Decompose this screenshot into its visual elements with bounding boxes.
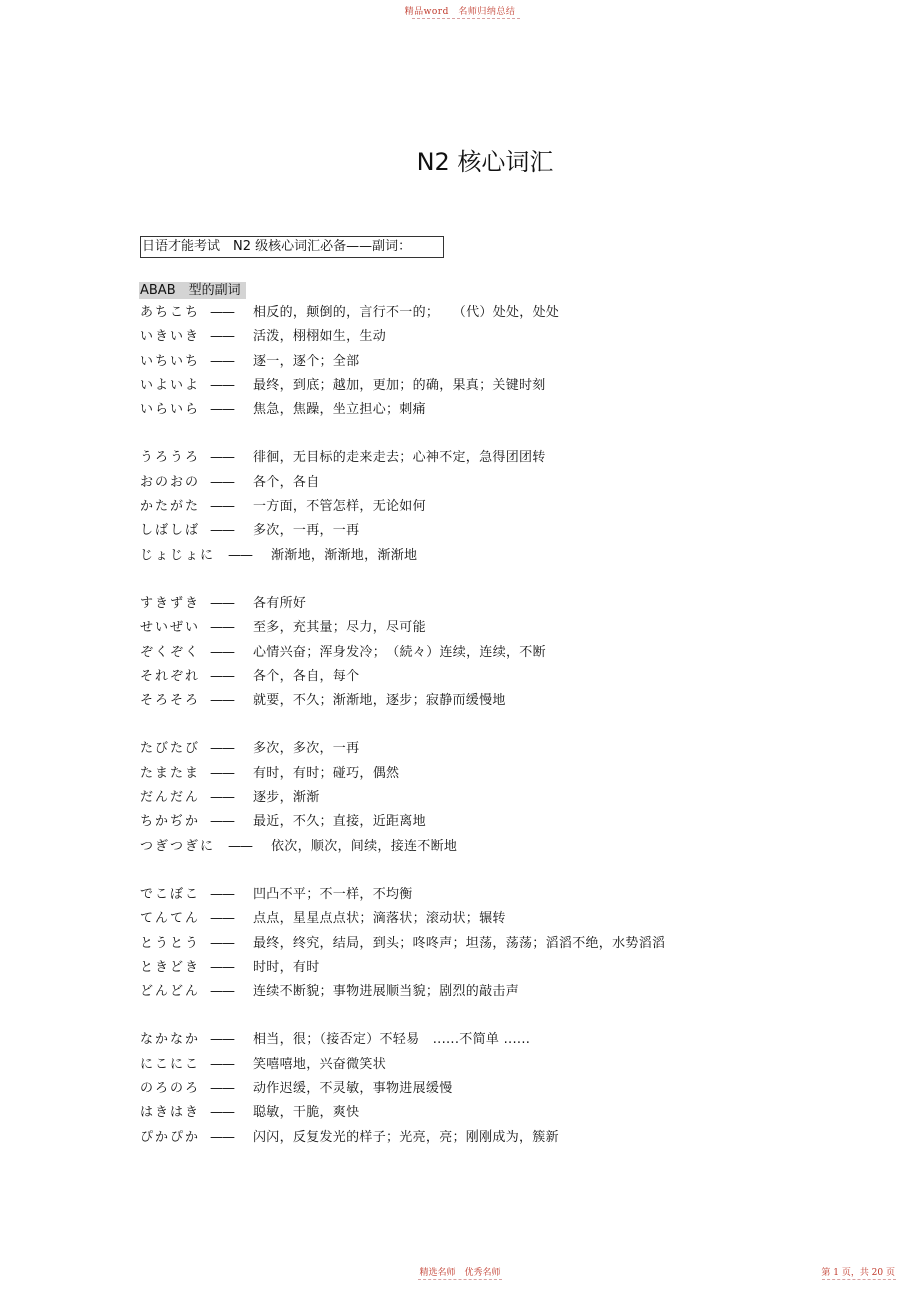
- vocab-dash: ——: [210, 935, 234, 951]
- vocab-dash: ——: [210, 693, 234, 709]
- vocab-entry: [140, 762, 860, 786]
- vocab-meaning: 多次，多次，一再: [253, 741, 360, 757]
- section-label: ABAB 型的副词: [139, 282, 246, 299]
- vocab-meaning: 一方面，不管怎样，无论如何: [253, 499, 426, 515]
- vocab-dash: ——: [210, 1032, 234, 1048]
- vocab-meaning: 依次，顺次，间续，接连不断地: [271, 838, 458, 854]
- vocab-dash: ——: [210, 741, 234, 757]
- vocab-kana: たびたび: [140, 741, 201, 757]
- vocab-entry: [140, 786, 860, 810]
- vocab-kana: なかなか: [140, 1032, 201, 1048]
- entry-group: [140, 1028, 860, 1149]
- vocab-entry: [140, 980, 860, 1004]
- vocab-entry: [140, 1053, 860, 1077]
- vocab-meaning: 时时，有时: [253, 959, 320, 975]
- vocab-entry: [140, 592, 860, 616]
- vocab-meaning: 有时，有时；碰巧，偶然: [253, 765, 400, 781]
- vocab-meaning: 聪敏，干脆，爽快: [253, 1105, 360, 1121]
- vocab-kana: だんだん: [140, 790, 201, 806]
- vocab-dash: ——: [210, 450, 234, 466]
- vocab-kana: すきずき: [140, 595, 201, 611]
- vocab-kana: のろのろ: [140, 1081, 201, 1097]
- vocab-meaning: 最终，到底；越加，更加；的确，果真；关键时刻: [253, 377, 546, 393]
- vocab-kana: せいぜい: [140, 620, 201, 636]
- vocab-entry: [140, 689, 860, 713]
- vocab-entry: [140, 325, 860, 349]
- vocab-entry: [140, 374, 860, 398]
- vocab-dash: ——: [210, 474, 234, 490]
- vocab-meaning: 焦急，焦躁，坐立担心；刺痛: [253, 402, 426, 418]
- vocab-entry: [140, 956, 860, 980]
- header-divider: [412, 18, 520, 19]
- vocab-kana: うろうろ: [140, 450, 201, 466]
- vocab-meaning: 连续不断貌；事物进展顺当貌；剧烈的敲击声: [253, 984, 520, 1000]
- vocab-entry: [140, 544, 860, 568]
- vocab-entry: [140, 350, 860, 374]
- vocab-dash: ——: [210, 886, 234, 902]
- vocab-kana: でこぼこ: [140, 886, 201, 902]
- vocab-dash: ——: [210, 814, 234, 830]
- vocab-entry: [140, 1126, 860, 1150]
- footer-divider: [418, 1279, 502, 1280]
- footer-text: 精选名师 优秀名师: [419, 1268, 501, 1278]
- vocab-dash: ——: [210, 1129, 234, 1145]
- vocab-kana: ぴかぴか: [140, 1129, 201, 1145]
- vocab-kana: いよいよ: [140, 377, 201, 393]
- vocab-dash: ——: [210, 668, 234, 684]
- vocab-kana: ときどき: [140, 959, 201, 975]
- vocab-dash: ——: [210, 499, 234, 515]
- vocab-kana: てんてん: [140, 911, 201, 927]
- vocab-kana: ぞくぞく: [140, 644, 201, 660]
- vocab-kana: それぞれ: [140, 668, 201, 684]
- vocab-meaning: 各个，各自: [253, 474, 320, 490]
- vocab-meaning: 就要，不久；渐渐地，逐步；寂静而缓慢地: [253, 693, 506, 709]
- vocab-meaning: 闪闪，反复发光的样子；光亮，亮；刚刚成为，簇新: [253, 1129, 559, 1145]
- vocab-kana: はきはき: [140, 1105, 201, 1121]
- entry-group: [140, 592, 860, 713]
- vocab-dash: ——: [210, 305, 234, 320]
- vocab-kana: とうとう: [140, 935, 201, 951]
- vocab-kana: つぎつぎに: [140, 838, 216, 854]
- vocab-entry: [140, 1077, 860, 1101]
- vocab-dash: ——: [210, 329, 234, 345]
- entry-group: [140, 301, 860, 422]
- vocab-kana: いちいち: [140, 353, 201, 369]
- vocab-meaning: 多次，一再，一再: [253, 523, 360, 539]
- vocab-meaning: 点点，星星点点状；滴落状；滚动状；辗转: [253, 911, 506, 927]
- vocab-meaning: 相当，很；（接否定）不轻易 ......不简单 ......: [253, 1032, 531, 1048]
- vocab-kana: いきいき: [140, 329, 201, 345]
- vocab-entry: [140, 810, 860, 834]
- vocab-dash: ——: [210, 620, 234, 636]
- vocab-dash: ——: [210, 644, 234, 660]
- vocab-entry: [140, 1101, 860, 1125]
- vocab-dash: ——: [210, 402, 234, 418]
- vocabulary-list: [140, 301, 860, 1174]
- vocab-entry: [140, 471, 860, 495]
- vocab-dash: ——: [210, 1105, 234, 1121]
- vocab-dash: ——: [210, 1056, 234, 1072]
- vocab-meaning: 徘徊，无目标的走来走去；心神不定，急得团团转: [253, 450, 546, 466]
- vocab-kana: いらいら: [140, 402, 201, 418]
- vocab-meaning: 各有所好: [253, 595, 307, 611]
- vocab-meaning: 活泼，栩栩如生，生动: [253, 329, 387, 345]
- vocab-meaning: 各个，各自，每个: [253, 668, 360, 684]
- vocab-dash: ——: [210, 911, 234, 927]
- vocab-entry: [140, 398, 860, 422]
- vocab-meaning: 至多，充其量；尽力，尽可能: [253, 620, 426, 636]
- vocab-kana: どんどん: [140, 984, 201, 1000]
- vocab-dash: ——: [210, 595, 234, 611]
- vocab-kana: しばしば: [140, 523, 201, 539]
- subtitle-box: 日语才能考试 N2 级核心词汇必备——副词：: [140, 236, 444, 258]
- vocab-kana: おのおの: [140, 474, 201, 490]
- vocab-dash: ——: [210, 523, 234, 539]
- vocab-entry: [140, 641, 860, 665]
- vocab-kana: ちかぢか: [140, 814, 201, 830]
- vocab-kana: じょじょに: [140, 547, 216, 563]
- vocab-dash: ——: [210, 377, 234, 393]
- vocab-meaning: 动作迟缓，不灵敏，事物进展缓慢: [253, 1081, 453, 1097]
- vocab-entry: [140, 301, 860, 325]
- vocab-kana: そろそろ: [140, 693, 201, 709]
- vocab-entry: [140, 907, 860, 931]
- vocab-dash: ——: [210, 959, 234, 975]
- vocab-meaning: 最终，终究，结局，到头；咚咚声；坦荡，荡荡；滔滔不绝，水势滔滔: [253, 935, 666, 951]
- vocab-entry: [140, 835, 860, 859]
- vocab-meaning: 相反的，颠倒的，言行不一的； （代）处处，处处: [253, 305, 560, 320]
- vocab-entry: [140, 495, 860, 519]
- vocab-entry: [140, 519, 860, 543]
- vocab-dash: ——: [210, 1081, 234, 1097]
- vocab-meaning: 凹凸不平；不一样，不均衡: [253, 886, 413, 902]
- vocab-entry: [140, 883, 860, 907]
- vocab-dash: ——: [228, 547, 252, 563]
- vocab-entry: [140, 1028, 860, 1052]
- vocab-meaning: 笑嘻嘻地，兴奋微笑状: [253, 1056, 387, 1072]
- footer-divider-right: [822, 1279, 896, 1280]
- vocab-dash: ——: [228, 838, 252, 854]
- vocab-meaning: 心情兴奋；浑身发冷； （続々）连续，连续，不断: [253, 644, 546, 660]
- vocab-dash: ——: [210, 353, 234, 369]
- page-number: 第 1 页，共 20 页: [821, 1268, 895, 1278]
- vocab-kana: たまたま: [140, 765, 201, 781]
- vocab-dash: ——: [210, 984, 234, 1000]
- entry-group: [140, 446, 860, 567]
- vocab-meaning: 渐渐地，渐渐地，渐渐地: [271, 547, 418, 563]
- vocab-entry: [140, 616, 860, 640]
- vocab-entry: [140, 446, 860, 470]
- vocab-dash: ——: [210, 765, 234, 781]
- page-title: N2 核心词汇: [416, 148, 554, 176]
- vocab-entry: [140, 665, 860, 689]
- vocab-entry: [140, 737, 860, 761]
- vocab-entry: [140, 932, 860, 956]
- vocab-kana: あちこち: [140, 305, 201, 320]
- entry-group: [140, 883, 860, 1004]
- vocab-meaning: 逐步，渐渐: [253, 790, 320, 806]
- vocab-meaning: 最近，不久；直接，近距离地: [253, 814, 426, 830]
- entry-group: [140, 737, 860, 858]
- page-header: 精品word 名师归纳总结: [404, 7, 516, 17]
- vocab-kana: かたがた: [140, 499, 201, 515]
- vocab-dash: ——: [210, 790, 234, 806]
- vocab-meaning: 逐一，逐个；全部: [253, 353, 360, 369]
- vocab-kana: にこにこ: [140, 1056, 201, 1072]
